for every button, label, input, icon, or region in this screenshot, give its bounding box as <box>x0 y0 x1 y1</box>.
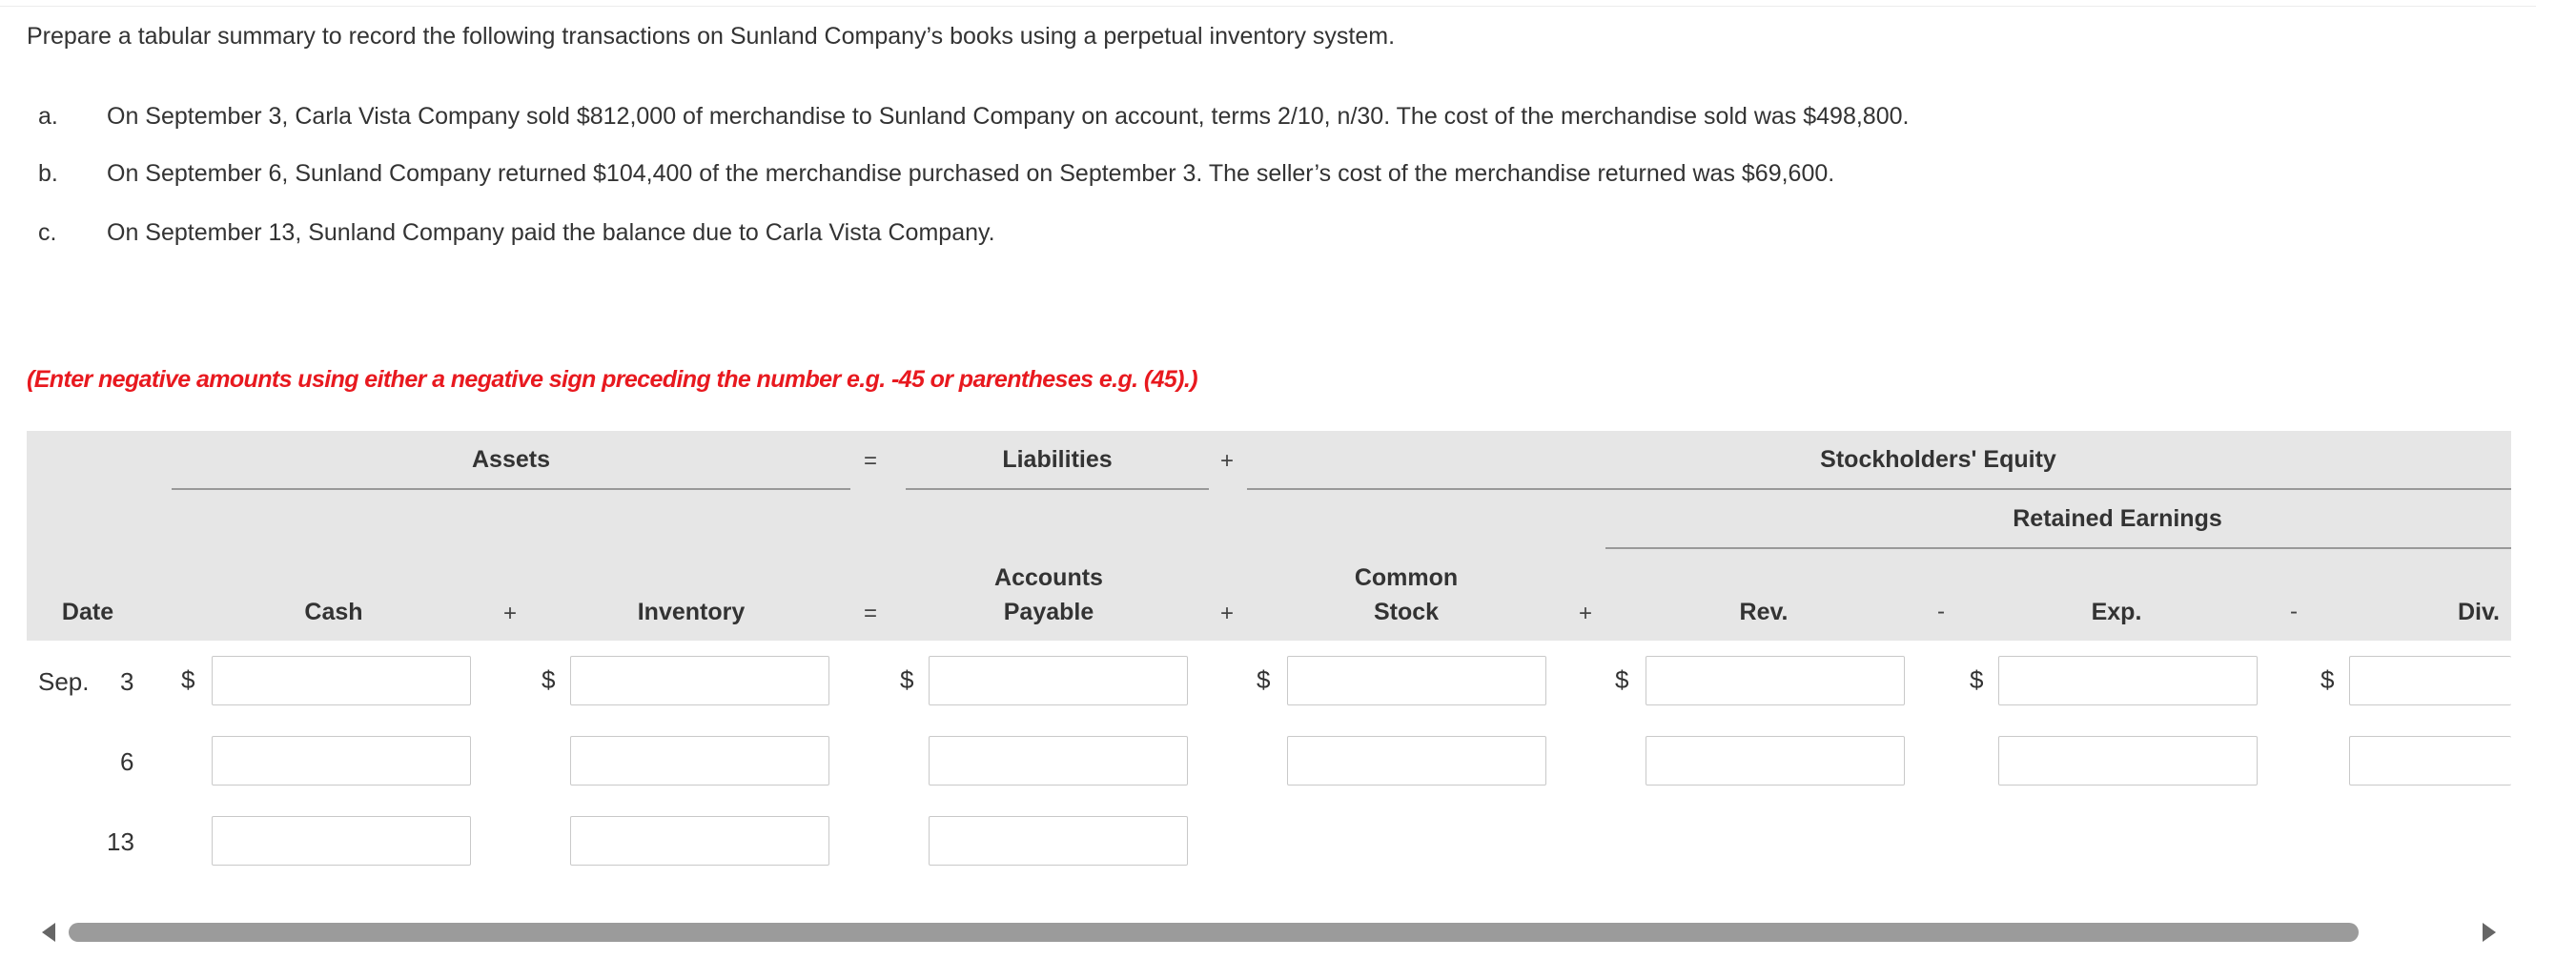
accounts-payable-header-line1: Accounts <box>994 564 1103 591</box>
accounts-payable-input-sep-13[interactable] <box>929 816 1188 866</box>
top-divider <box>0 6 2536 7</box>
transaction-text: On September 3, Carla Vista Company sold $812,000 of merchandise to Sunland Company on account, terms 2/10, n/30. The cost of the merchandise sold was $498,800. <box>107 103 1910 130</box>
plus-operator: + <box>1579 601 1593 626</box>
equals-operator: = <box>864 601 878 626</box>
cash-input-sep-13[interactable] <box>212 816 471 866</box>
equals-operator: = <box>864 448 878 474</box>
expense-column-header: Exp. <box>2091 599 2142 625</box>
cash-input-sep-6[interactable] <box>212 736 471 786</box>
accounts-payable-input-sep-6[interactable] <box>929 736 1188 786</box>
accounts-payable-header-line2: Payable <box>1003 599 1094 625</box>
transaction-a <box>38 103 1909 131</box>
inventory-input-sep-13[interactable] <box>570 816 829 866</box>
common-stock-header-line2: Stock <box>1373 599 1440 625</box>
dollar-sign: $ <box>181 665 195 694</box>
liabilities-underline <box>906 488 1209 490</box>
transaction-b <box>38 160 1834 188</box>
dividends-input-sep-3[interactable] <box>2349 656 2511 705</box>
transaction-c <box>38 219 995 247</box>
plus-operator: + <box>1220 601 1235 626</box>
dollar-sign: $ <box>1257 665 1271 694</box>
transaction-letter: c. <box>38 219 57 246</box>
cash-input-sep-3[interactable] <box>212 656 471 705</box>
date-column-header: Date <box>61 599 114 625</box>
common-stock-header-line1: Common <box>1354 564 1459 591</box>
scroll-left-arrow-icon[interactable] <box>42 923 55 942</box>
assets-underline <box>172 488 850 490</box>
dollar-sign: $ <box>900 665 914 694</box>
date-day-label: 3 <box>120 667 134 696</box>
expense-input-sep-6[interactable] <box>1998 736 2258 786</box>
accounts-payable-input-sep-3[interactable] <box>929 656 1188 705</box>
question-intro: Prepare a tabular summary to record the following transactions on Sunland Company’s books using a perpetual inventory system. <box>27 23 1396 50</box>
liabilities-header: Liabilities <box>1002 446 1113 473</box>
dividends-input-sep-6[interactable] <box>2349 736 2511 786</box>
stockholders-equity-header: Stockholders' Equity <box>1820 446 2056 473</box>
inventory-input-sep-3[interactable] <box>570 656 829 705</box>
revenue-input-sep-3[interactable] <box>1646 656 1905 705</box>
minus-operator: - <box>2290 599 2298 624</box>
revenue-input-sep-6[interactable] <box>1646 736 1905 786</box>
dollar-sign: $ <box>2320 665 2335 694</box>
scroll-right-arrow-icon[interactable] <box>2483 923 2496 942</box>
inventory-column-header: Inventory <box>637 599 746 625</box>
negative-amount-instruction: (Enter negative amounts using either a negative sign preceding the number e.g. -45 or parentheses e.g. (45).) <box>27 366 1197 393</box>
equity-underline <box>1247 488 2511 490</box>
revenue-column-header: Rev. <box>1739 599 1789 625</box>
horizontal-scrollbar-thumb[interactable] <box>69 923 2359 942</box>
plus-operator: + <box>1220 448 1235 474</box>
retained-earnings-header: Retained Earnings <box>2013 505 2222 532</box>
date-day-label: 6 <box>120 747 134 776</box>
minus-operator: - <box>1937 599 1945 624</box>
date-month-label: Sep. <box>38 667 90 696</box>
retained-earnings-underline <box>1605 547 2511 549</box>
common-stock-input-sep-6[interactable] <box>1287 736 1546 786</box>
dividends-column-header: Div. <box>2458 599 2500 625</box>
assets-header: Assets <box>472 446 550 473</box>
expense-input-sep-3[interactable] <box>1998 656 2258 705</box>
common-stock-input-sep-3[interactable] <box>1287 656 1546 705</box>
transaction-letter: b. <box>38 160 58 187</box>
transaction-letter: a. <box>38 103 58 130</box>
plus-operator: + <box>503 601 518 626</box>
transaction-text: On September 13, Sunland Company paid the balance due to Carla Vista Company. <box>107 219 995 246</box>
inventory-input-sep-6[interactable] <box>570 736 829 786</box>
dollar-sign: $ <box>1615 665 1629 694</box>
dollar-sign: $ <box>542 665 556 694</box>
dollar-sign: $ <box>1970 665 1984 694</box>
transaction-text: On September 6, Sunland Company returned $104,400 of the merchandise purchased on September 3. The seller’s cost of the merchandise returned was $69,600. <box>107 160 1835 187</box>
date-day-label: 13 <box>107 827 134 856</box>
cash-column-header: Cash <box>304 599 363 625</box>
